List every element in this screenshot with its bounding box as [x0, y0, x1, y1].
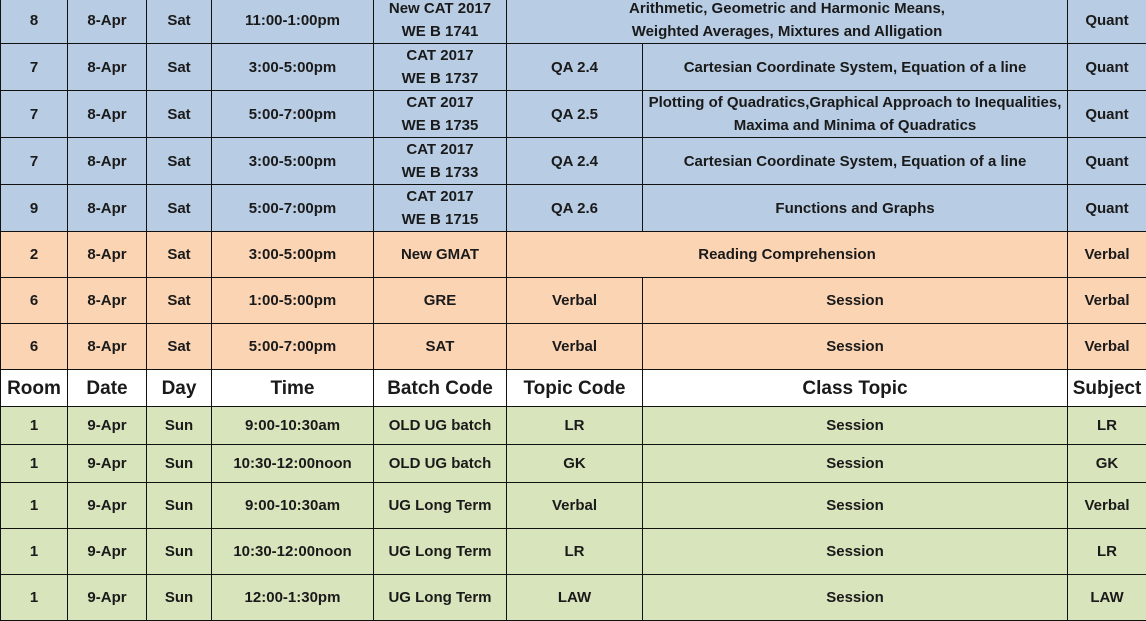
- date-cell: 8-Apr: [68, 185, 147, 232]
- room-cell: 1: [1, 445, 68, 483]
- class-topic-cell-line: Functions and Graphs: [645, 197, 1065, 220]
- date-cell: 8-Apr: [68, 0, 147, 44]
- header-topic-code: Topic Code: [507, 370, 643, 407]
- date-cell: 8-Apr: [68, 91, 147, 138]
- batch-code-cell-line: GRE: [376, 289, 504, 312]
- topic-code-cell: QA 2.5: [507, 91, 643, 138]
- class-topic-cell: [643, 138, 1068, 185]
- day-cell: Sun: [147, 445, 212, 483]
- topic-code-cell: QA 2.6: [507, 185, 643, 232]
- class-topic-cell-line: Session: [645, 289, 1065, 312]
- class-topic-cell: [507, 0, 1068, 44]
- header-room: Room: [1, 370, 68, 407]
- topic-code-cell: Verbal: [507, 483, 643, 529]
- batch-code-cell: [374, 0, 507, 44]
- class-topic-cell: [643, 185, 1068, 232]
- batch-code-cell: OLD UG batch: [374, 407, 507, 445]
- topic-code-cell: LR: [507, 529, 643, 575]
- batch-code-cell-line: CAT 2017: [376, 138, 504, 161]
- topic-code-cell: QA 2.4: [507, 138, 643, 185]
- time-cell: 5:00-7:00pm: [212, 91, 374, 138]
- room-cell: 7: [1, 91, 68, 138]
- subject-cell: Verbal: [1068, 324, 1146, 370]
- batch-code-cell-line: WE B 1741: [376, 20, 504, 43]
- topic-code-cell: GK: [507, 445, 643, 483]
- day-cell: Sat: [147, 138, 212, 185]
- date-cell: 8-Apr: [68, 138, 147, 185]
- topic-code-cell: LR: [507, 407, 643, 445]
- class-topic-cell: [643, 91, 1068, 138]
- table-row: [1, 44, 1146, 91]
- day-cell: Sat: [147, 91, 212, 138]
- time-cell: 12:00-1:30pm: [212, 575, 374, 621]
- room-cell: 8: [1, 0, 68, 44]
- time-cell: 11:00-1:00pm: [212, 0, 374, 44]
- table-row: [1, 185, 1146, 232]
- class-topic-cell: [643, 324, 1068, 370]
- header-class-topic: Class Topic: [643, 370, 1068, 407]
- room-cell: 9: [1, 185, 68, 232]
- day-cell: Sun: [147, 407, 212, 445]
- time-cell: 10:30-12:00noon: [212, 529, 374, 575]
- class-topic-cell-line: Arithmetic, Geometric and Harmonic Means,: [509, 0, 1065, 20]
- class-topic-cell: Session: [643, 445, 1068, 483]
- class-topic-cell-line: Cartesian Coordinate System, Equation of a line: [645, 150, 1065, 173]
- date-cell: 8-Apr: [68, 278, 147, 324]
- class-topic-cell: Session: [643, 529, 1068, 575]
- batch-code-cell: [374, 44, 507, 91]
- day-cell: Sat: [147, 278, 212, 324]
- date-cell: 9-Apr: [68, 483, 147, 529]
- class-topic-cell: Session: [643, 407, 1068, 445]
- batch-code-cell-line: WE B 1735: [376, 114, 504, 137]
- table-row: [1, 232, 1146, 278]
- time-cell: 3:00-5:00pm: [212, 138, 374, 185]
- table-row: [1, 324, 1146, 370]
- subject-cell: Quant: [1068, 138, 1146, 185]
- table-row: [1, 445, 1146, 483]
- batch-code-cell: UG Long Term: [374, 575, 507, 621]
- table-row: [1, 529, 1146, 575]
- batch-code-cell-line: CAT 2017: [376, 185, 504, 208]
- batch-code-cell: [374, 185, 507, 232]
- subject-cell: LR: [1068, 529, 1146, 575]
- table-row: [1, 138, 1146, 185]
- class-topic-cell: Session: [643, 575, 1068, 621]
- table-row: [1, 407, 1146, 445]
- topic-code-cell: Verbal: [507, 278, 643, 324]
- room-cell: 6: [1, 278, 68, 324]
- time-cell: 10:30-12:00noon: [212, 445, 374, 483]
- class-topic-cell: [643, 278, 1068, 324]
- class-topic-cell-line: Plotting of Quadratics,Graphical Approach to Inequalities,: [645, 91, 1065, 114]
- day-cell: Sun: [147, 483, 212, 529]
- subject-cell: Quant: [1068, 91, 1146, 138]
- topic-code-cell: Verbal: [507, 324, 643, 370]
- table-header: [1, 370, 1146, 407]
- batch-code-cell: [374, 278, 507, 324]
- class-topic-cell-line: Maxima and Minima of Quadratics: [645, 114, 1065, 137]
- subject-cell: Verbal: [1068, 232, 1146, 278]
- table-row: [1, 575, 1146, 621]
- header-batch-code: Batch Code: [374, 370, 507, 407]
- saturday-rows: [1, 0, 1146, 370]
- batch-code-cell: UG Long Term: [374, 529, 507, 575]
- batch-code-cell: [374, 232, 507, 278]
- class-topic-cell: [643, 44, 1068, 91]
- room-cell: 1: [1, 575, 68, 621]
- batch-code-cell: [374, 91, 507, 138]
- time-cell: 3:00-5:00pm: [212, 44, 374, 91]
- sunday-rows: [1, 407, 1146, 621]
- batch-code-cell: [374, 138, 507, 185]
- day-cell: Sat: [147, 185, 212, 232]
- date-cell: 8-Apr: [68, 44, 147, 91]
- subject-cell: GK: [1068, 445, 1146, 483]
- time-cell: 9:00-10:30am: [212, 407, 374, 445]
- day-cell: Sat: [147, 0, 212, 44]
- date-cell: 8-Apr: [68, 232, 147, 278]
- time-cell: 9:00-10:30am: [212, 483, 374, 529]
- room-cell: 1: [1, 529, 68, 575]
- time-cell: 5:00-7:00pm: [212, 324, 374, 370]
- day-cell: Sat: [147, 324, 212, 370]
- class-topic-cell-line: Weighted Averages, Mixtures and Alligation: [509, 20, 1065, 43]
- day-cell: Sat: [147, 44, 212, 91]
- room-cell: 7: [1, 44, 68, 91]
- room-cell: 7: [1, 138, 68, 185]
- date-cell: 8-Apr: [68, 324, 147, 370]
- batch-code-cell-line: WE B 1733: [376, 161, 504, 184]
- day-cell: Sun: [147, 575, 212, 621]
- batch-code-cell-line: SAT: [376, 335, 504, 358]
- class-topic-cell-line: Cartesian Coordinate System, Equation of a line: [645, 56, 1065, 79]
- topic-code-cell: QA 2.4: [507, 44, 643, 91]
- batch-code-cell-line: New CAT 2017: [376, 0, 504, 20]
- date-cell: 9-Apr: [68, 575, 147, 621]
- date-cell: 9-Apr: [68, 529, 147, 575]
- room-cell: 1: [1, 407, 68, 445]
- table-row: [1, 278, 1146, 324]
- time-cell: 5:00-7:00pm: [212, 185, 374, 232]
- batch-code-cell: UG Long Term: [374, 483, 507, 529]
- subject-cell: LR: [1068, 407, 1146, 445]
- header-subject: Subject: [1068, 370, 1146, 407]
- subject-cell: Quant: [1068, 44, 1146, 91]
- room-cell: 6: [1, 324, 68, 370]
- room-cell: 1: [1, 483, 68, 529]
- subject-cell: Quant: [1068, 185, 1146, 232]
- batch-code-cell-line: New GMAT: [376, 243, 504, 266]
- subject-cell: Verbal: [1068, 278, 1146, 324]
- day-cell: Sun: [147, 529, 212, 575]
- batch-code-cell: [374, 324, 507, 370]
- time-cell: 1:00-5:00pm: [212, 278, 374, 324]
- batch-code-cell-line: CAT 2017: [376, 91, 504, 114]
- date-cell: 9-Apr: [68, 407, 147, 445]
- class-topic-cell-line: Session: [645, 335, 1065, 358]
- subject-cell: Verbal: [1068, 483, 1146, 529]
- room-cell: 2: [1, 232, 68, 278]
- class-topic-cell: Session: [643, 483, 1068, 529]
- batch-code-cell-line: WE B 1737: [376, 67, 504, 90]
- subject-cell: LAW: [1068, 575, 1146, 621]
- header-day: Day: [147, 370, 212, 407]
- table-row: [1, 0, 1146, 44]
- class-topic-cell: [507, 232, 1068, 278]
- day-cell: Sat: [147, 232, 212, 278]
- batch-code-cell-line: CAT 2017: [376, 44, 504, 67]
- date-cell: 9-Apr: [68, 445, 147, 483]
- header-time: Time: [212, 370, 374, 407]
- class-topic-cell-line: Reading Comprehension: [509, 243, 1065, 266]
- table-row: [1, 91, 1146, 138]
- subject-cell: Quant: [1068, 0, 1146, 44]
- topic-code-cell: LAW: [507, 575, 643, 621]
- batch-code-cell: OLD UG batch: [374, 445, 507, 483]
- batch-code-cell-line: WE B 1715: [376, 208, 504, 231]
- header-date: Date: [68, 370, 147, 407]
- table-row: [1, 483, 1146, 529]
- time-cell: 3:00-5:00pm: [212, 232, 374, 278]
